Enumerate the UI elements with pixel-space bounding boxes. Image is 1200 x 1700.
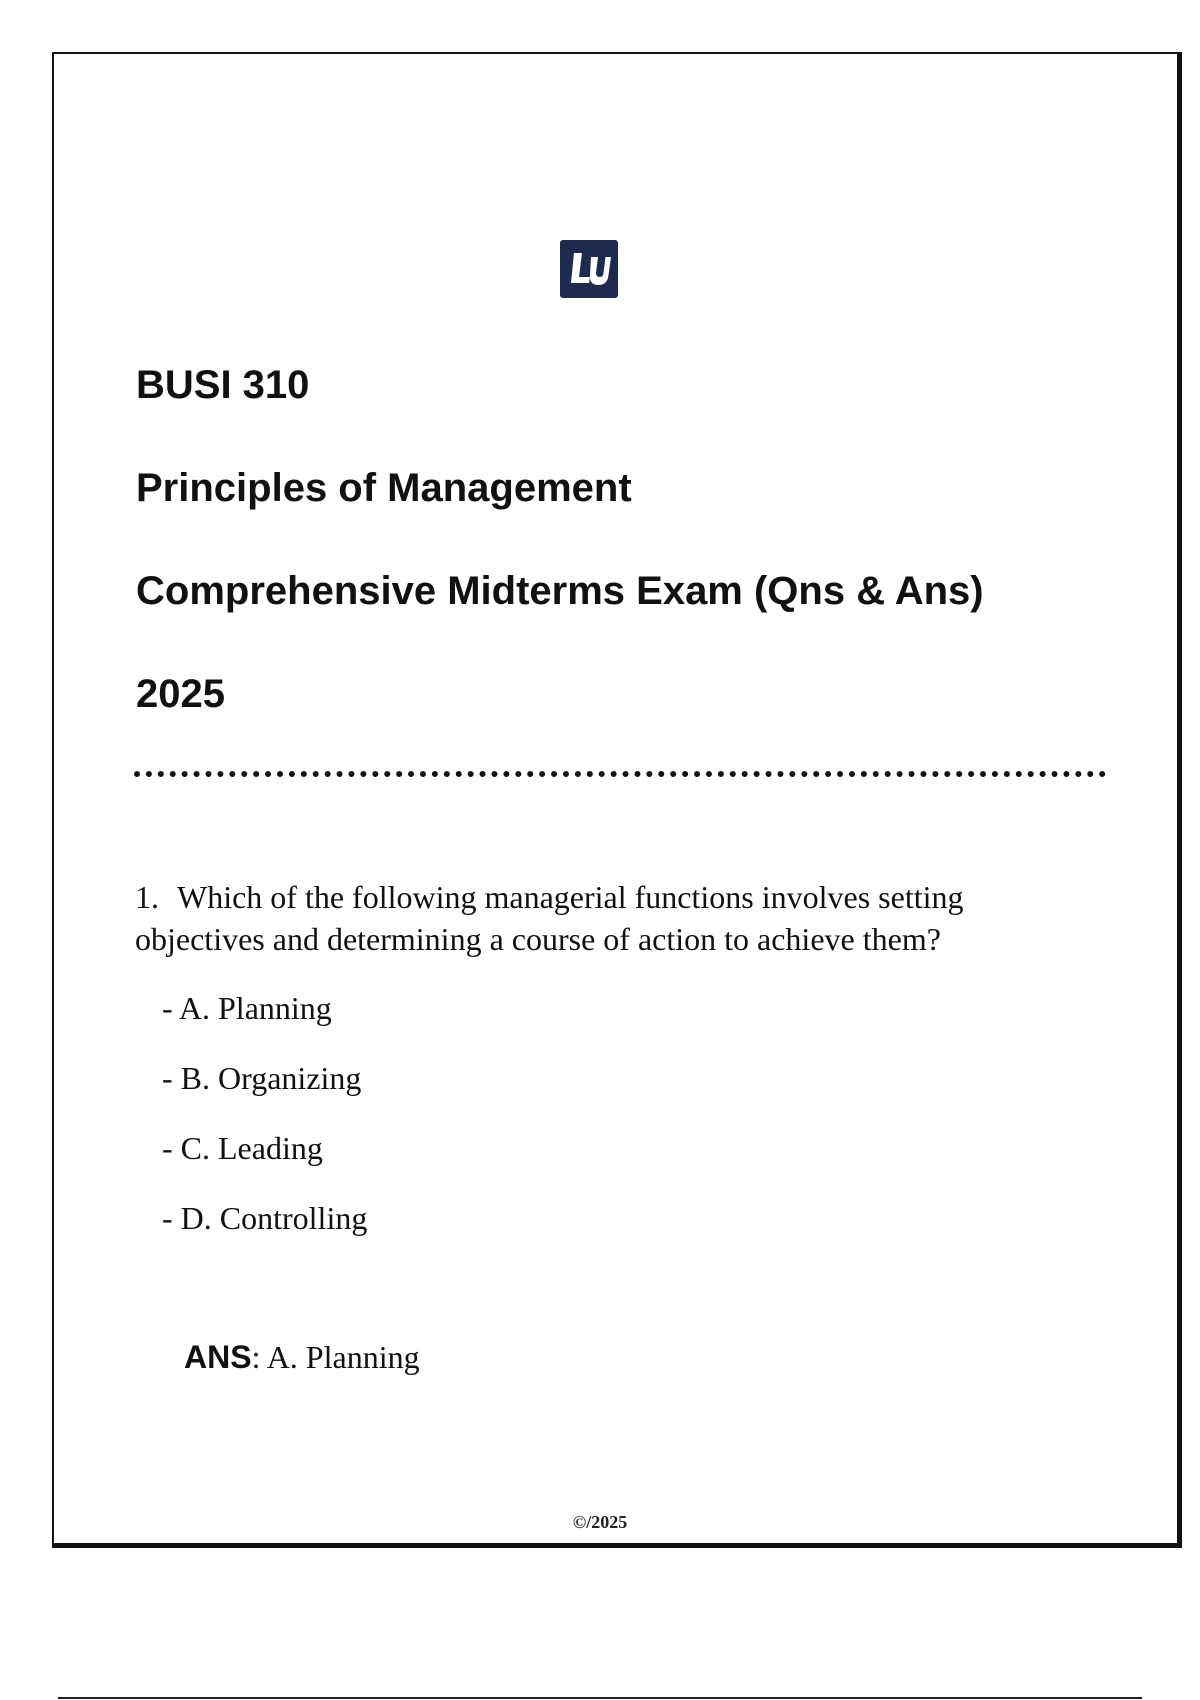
option-d: - D. Controlling: [162, 1200, 368, 1236]
answer-line: [184, 1341, 420, 1373]
exam-title: Comprehensive Midterms Exam (Qns & Ans): [136, 569, 984, 613]
course-subject: Principles of Management: [136, 466, 632, 510]
question-text: [135, 876, 1095, 960]
page-bottom-rule: [58, 1697, 1142, 1699]
copyright-footer: ©/2025: [572, 1512, 628, 1532]
option-a: - A. Planning: [162, 990, 332, 1026]
option-c: - C. Leading: [162, 1130, 323, 1166]
option-b: - B. Organizing: [162, 1060, 362, 1096]
dotted-divider: [134, 771, 1106, 777]
exam-year: 2025: [136, 672, 225, 716]
university-logo: [560, 240, 618, 298]
question-number: 1.: [135, 879, 159, 915]
answer-label: ANS: [184, 1339, 252, 1375]
question-body: Which of the following managerial functions involves setting objectives and determining a course of action to achieve them?: [135, 879, 964, 957]
course-code: BUSI 310: [136, 363, 310, 407]
answer-value: : A. Planning: [251, 1339, 420, 1375]
